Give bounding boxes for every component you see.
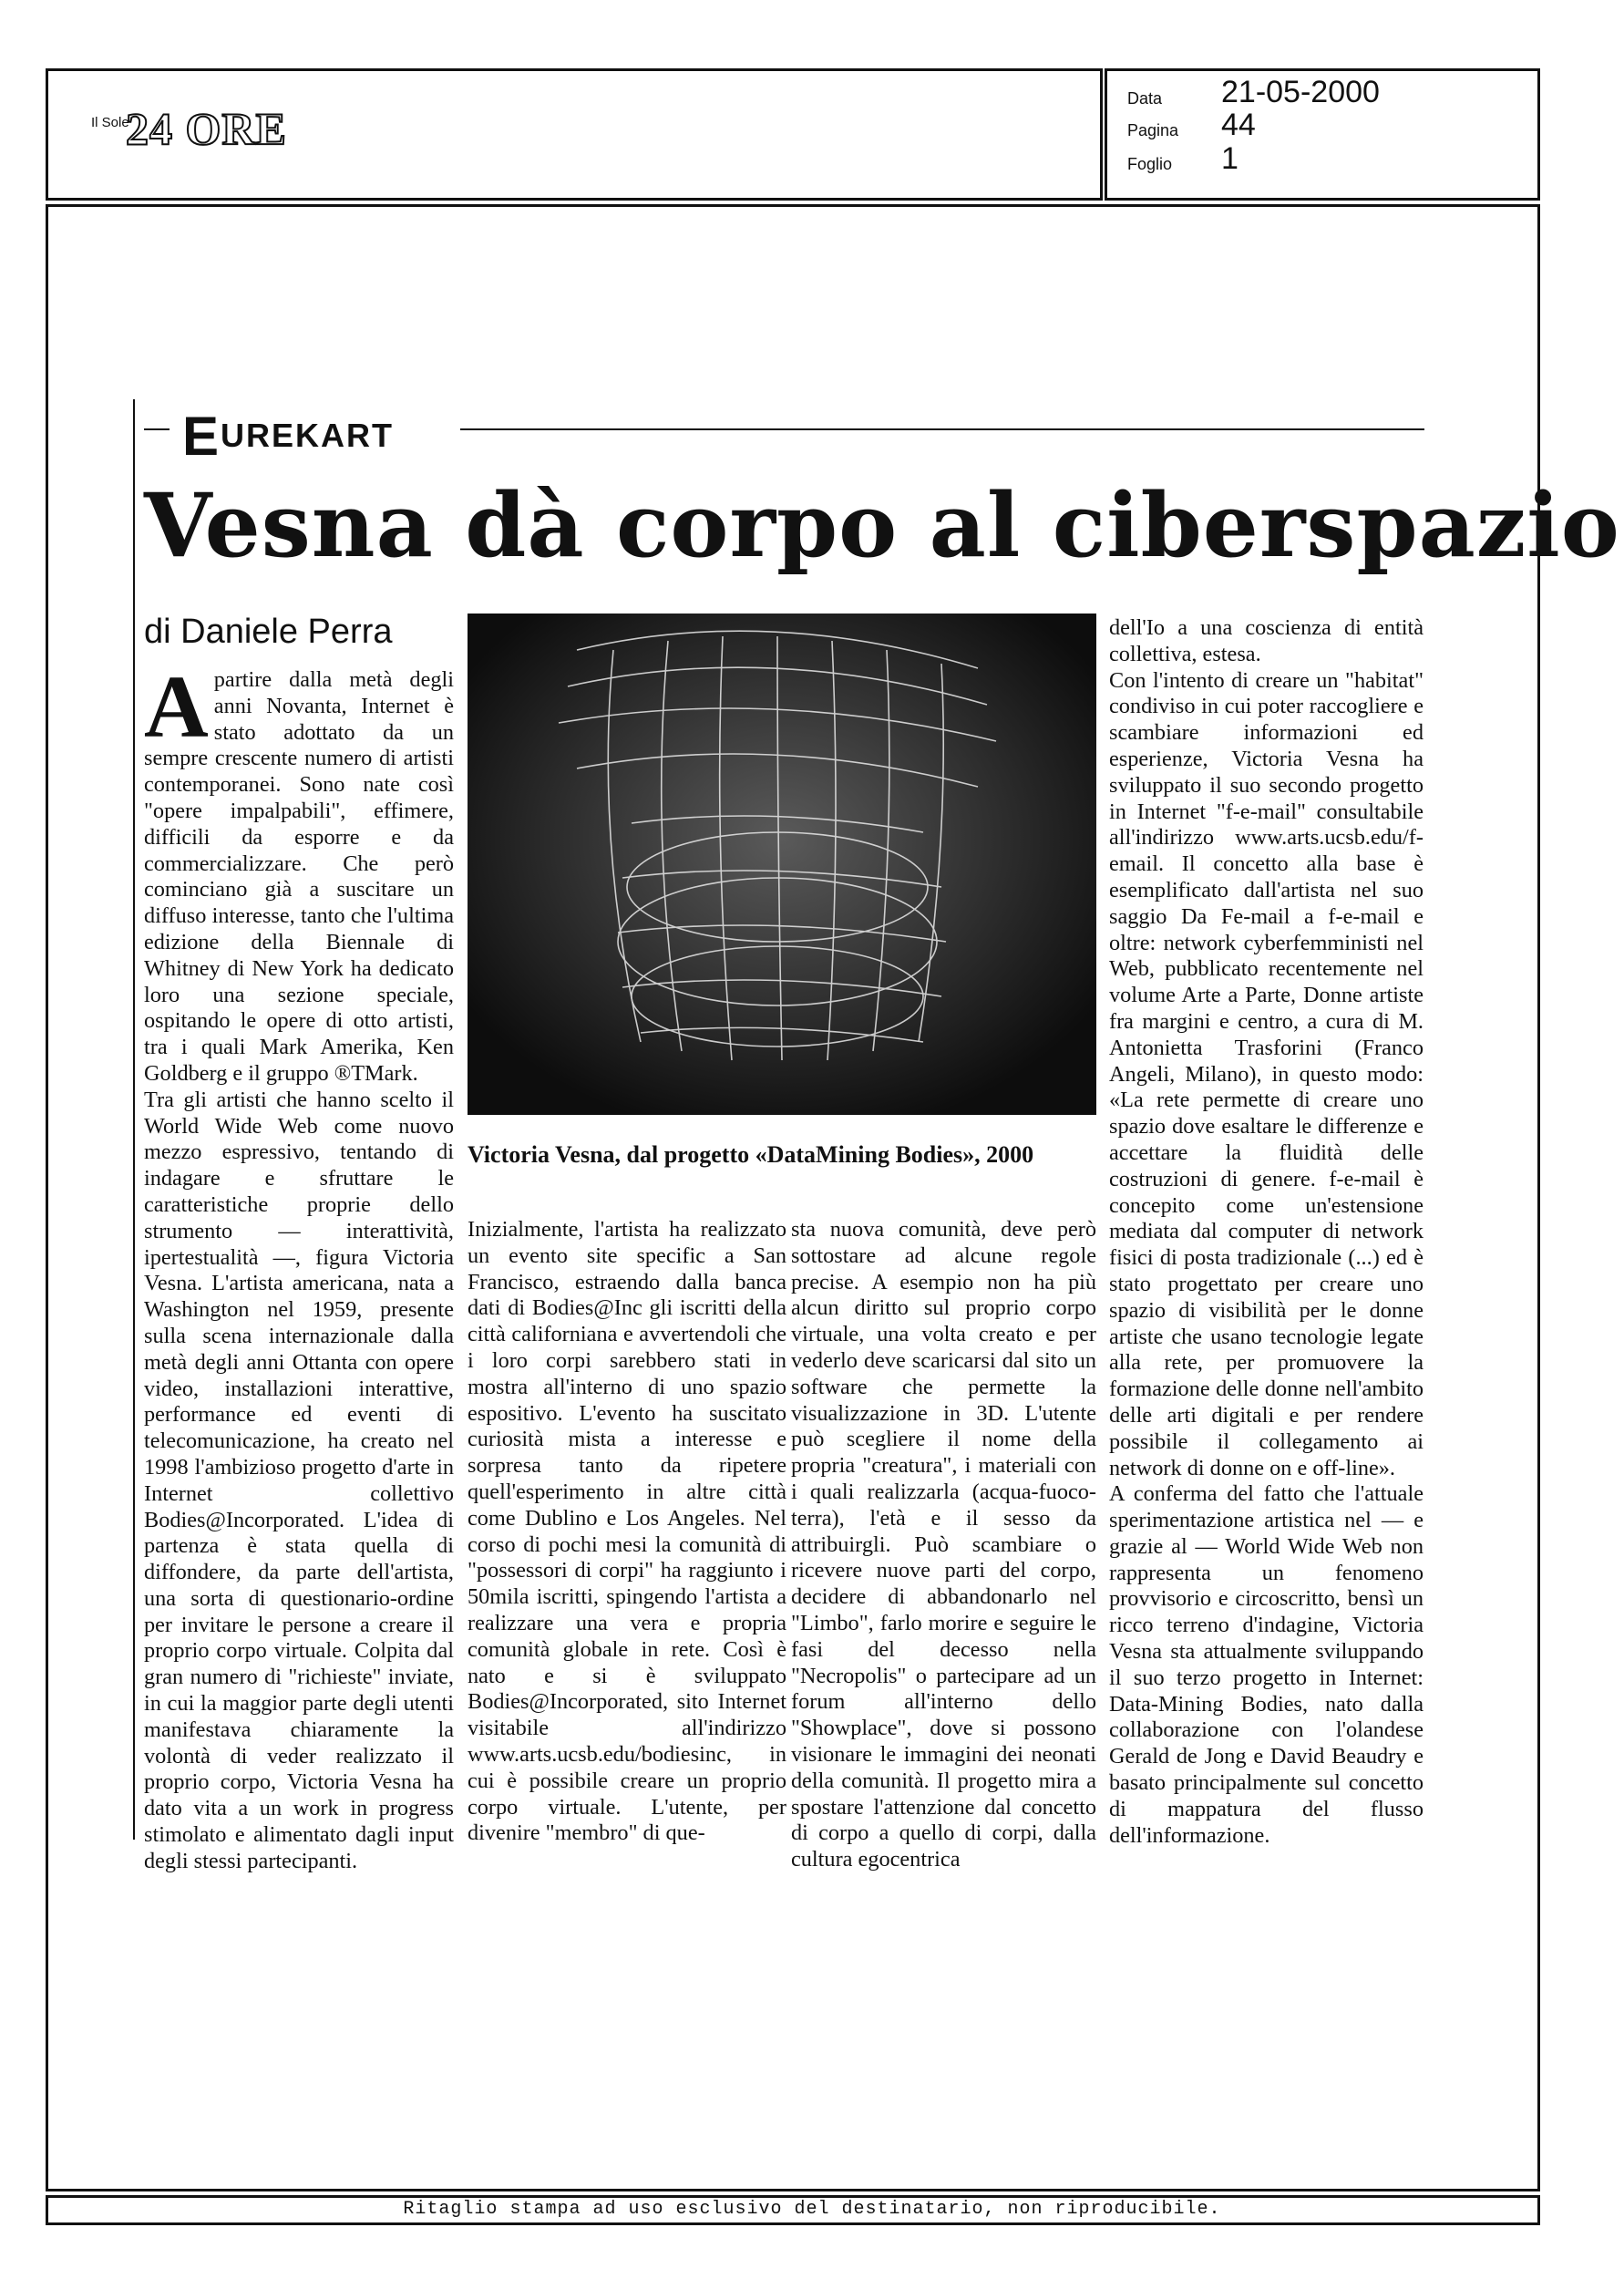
rubric-rule-left [144,428,170,430]
logo-prefix: Il Sole [91,115,129,130]
section-rubric [182,405,394,468]
article-column-4: dell'Io a una coscienza di entità collettiva, estesa. Con l'intento di creare un "habitat" condiviso in cui poter raccogliere e scambiare informazioni ed esperienze, Victoria Vesna ha sviluppato il suo secondo progetto in Internet "f-e-mail" consultabile all'indirizzo www.arts.ucsb.edu/f-email. Il concetto alla base è esemplificato dall'artista nel suo saggio Da Fe-mail a f-e-mail e oltre: network cyberfemministi nel Web, pubblicato recentemente nel volume Arte a Parte, Donne artiste fra margini e centro, a cura di M. Antonietta Trasforini (Franco Angeli, Milano), in questo modo: «La rete permette di creare uno spazio dove esaltare le differenze e accettare la fluidità delle costruzioni di genere. f-e-mail è concepito come un'estensione mediata dal computer di network fisici di posta tradizionale (...) ed è stato progettato per creare uno spazio di visibilità per le donne artiste che usano tecnologie legate alla rete, per promuovere la formazione delle donne nell'ambito delle arti digitali e per rendere possibile il collegamento ai network di donne on e off-line». A conferma del fatto che l'attuale sperimentazione artistica nel — e grazie al — World Wide Web non rappresenta un fenomeno provvisorio e circoscritto, bensì un ricco terreno d'indagine, Victoria Vesna sta attualmente sviluppando il suo terzo progetto in Internet: Data-Mining Bodies, nato dalla collaborazione con l'olandese Gerald de Jong e David Beaudry e basato principalmente sul concetto di mappatura del flusso dell'informazione. [1109,615,1424,1848]
reproduction-notice: Ritaglio stampa ad uso esclusivo del destinatario, non riproducibile. [403,2199,1221,2220]
photo-caption: Victoria Vesna, dal progetto «DataMining Bodies», 2000 [468,1141,1034,1168]
wireframe-body-image [468,614,1096,1115]
sheet-value: 1 [1221,141,1239,176]
drop-cap: A [144,658,209,757]
rubric-initial: E [182,406,221,467]
page-label: Pagina [1127,121,1179,139]
article-column-3: sta nuova comunità, deve però sottostare ad alcune regole precise. A esempio non ha più alcun diritto sul proprio corpo virtuale, una volta creato e per vederlo deve scaricarsi dal sito un software che permette la visualizzazione in 3D. L'utente può scegliere il nome della propria "creatura", i materiali con i quali realizzarla (acqua-fuoco-terra), l'età e il sesso da attribuirgli. Può scambiare o ricevere nuove parti del corpo, decidere di abbandonarlo nel "Limbo", farlo morire e seguire le fasi del decesso nella "Necropolis" o partecipare ad un forum all'interno dello "Showplace", dove si possono visionare le immagini dei neonati della comunità. Il progetto mira a spostare l'attenzione dal concetto di corpo a quello di corpi, dalla cultura egocentrica [791,1217,1096,1872]
date-label: Data [1127,89,1163,108]
page-value: 44 [1221,108,1256,142]
rubric-rest: UREKART [221,417,395,454]
rubric-rule-right [460,428,1424,430]
byline: di Daniele Perra [144,613,393,651]
headline: Vesna dà corpo al ciberspazio [144,474,1620,577]
article-photo [468,614,1096,1115]
article-column-1 [144,658,454,1875]
column-1-text: partire dalla metà degli anni Novanta, Internet è stato adottato da un sempre crescente numero di artisti contemporanei. Sono nate così "opere impalpabili", effimere, difficili da esporre e da commercializzare. Che però cominciano già a suscitare un diffuso interesse, tanto che l'ultima edizione della Biennale di Whitney di New York ha dedicato loro una sezione speciale, ospitando le opere di otto artisti, tra i quali Mark Amerika, Ken Goldberg e il gruppo ®TMark. Tra gli artisti che hanno scelto il World Wide Web come nuovo mezzo espressivo, tentando di indagare e sfruttare le caratteristiche proprie dello strumento — interattività, ipertestualità —, figura Victoria Vesna. L'artista americana, nata a Washington nel 1959, presente sulla scena internazionale dalla metà degli anni Ottanta con opere video, installazioni interattive, performance ed eventi di telecomunicazione, ha creato nel 1998 l'ambizioso progetto d'arte in Internet collettivo Bodies@Incorporated. L'idea di partenza è stata quella di diffondere, da parte dell'artista, una sorta di questionario-ordine per invitare le persone a creare il proprio corpo virtuale. Colpita dal gran numero di "richieste" inviate, in cui la maggior parte degli utenti manifestava chiaramente la volontà di veder realizzato il proprio corpo, Victoria Vesna ha dato vita a un work in progress stimolato e alimentato dagli input degli stessi partecipanti. [144,667,454,1873]
sheet-label: Foglio [1127,155,1173,173]
newspaper-logo: 24 ORE [126,103,287,154]
date-value: 21-05-2000 [1221,75,1380,109]
article-column-2: Inizialmente, l'artista ha realizzato un evento site specific a San Francisco, estraendo dalla banca dati di Bodies@Inc gli iscritti della città californiana e avvertendoli che i loro corpi sarebbero stati in mostra all'interno di uno spazio espositivo. L'evento ha suscitato curiosità mista a interesse e sorpresa tanto da ripetere quell'esperimento in altre città come Dublino e Los Angeles. Nel corso di pochi mesi la comunità di "possessori di corpi" ha raggiunto i 50mila iscritti, spingendo l'artista a realizzare una vera e propria comunità globale in rete. Così è nato e si è sviluppato Bodies@Incorporated, sito Internet visitabile all'indirizzo www.arts.ucsb.edu/bodiesinc, in cui è possibile creare un proprio corpo virtuale. L'utente, per divenire "membro" di que- [468,1217,786,1846]
rubric-rule-vertical [133,399,135,1840]
